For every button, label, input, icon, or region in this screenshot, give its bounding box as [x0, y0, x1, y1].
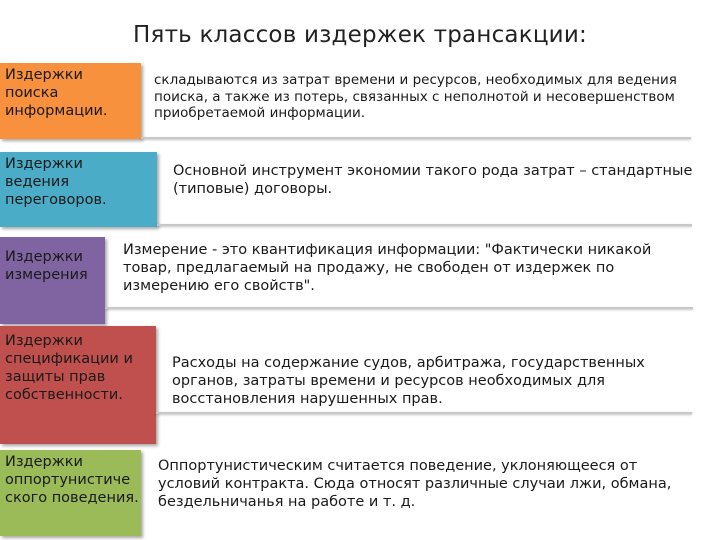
category-box-property-rights: Издержки спецификации и защиты прав собственности.: [0, 326, 156, 444]
description-property-rights: Расходы на содержание судов, арбитража, государственных органов, затраты времени и ресурсов необходимых для восстановления нарушенных прав.: [172, 355, 645, 407]
divider-line: [156, 412, 692, 414]
divider-line: [157, 224, 692, 226]
category-box-opportunism: Издержки оппортунистиче ского поведения.: [0, 450, 141, 536]
category-box-measurement: Издержки измерения: [0, 237, 105, 324]
category-box-search: Издержки поиска информации.: [0, 63, 141, 139]
slide-title: Пять классов издержек трансакции:: [133, 22, 587, 48]
description-opportunism: Оппортунистическим считается поведение, уклоняющееся от условий контракта. Сюда относят различные случаи лжи, обмана, бездельничанья на работе и т. д.: [158, 458, 672, 510]
description-measurement: Измерение - это квантификация информации: "Фактически никакой товар, предлагаемый на продажу, не свободен от издержек по измерению его свойств".: [123, 242, 652, 294]
divider-line: [105, 307, 693, 309]
description-search: складываются из затрат времени и ресурсов, необходимых для ведения поиска, а также из потерь, связанных с неполнотой и несовершенством приобретаемой информации.: [154, 72, 677, 121]
description-negotiation: Основной инструмент экономии такого рода затрат – стандартные (типовые) договоры.: [173, 163, 693, 197]
divider-line: [141, 137, 691, 139]
category-box-negotiation: Издержки ведения переговоров.: [0, 152, 157, 227]
